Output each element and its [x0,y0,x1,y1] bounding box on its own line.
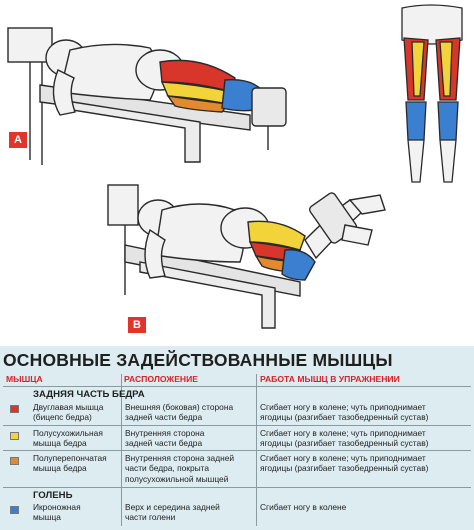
table-row: Полуперепончатая мышца бедра [33,453,107,474]
bench-b-frame [108,185,138,225]
row-divider [3,487,471,488]
table-row: Икроножная мышца [33,502,81,523]
header-location: РАСПОЛОЖЕНИЕ [124,374,199,384]
table-row: Двуглавая мышца (бицепс бедра) [33,402,104,423]
table-row-work: Сгибает ногу в колене; чуть приподнимает ягодицы (разгибает тазобедренный сустав) [260,402,429,423]
foot-b-2 [342,225,372,245]
anatomy-left-calf [406,102,426,145]
group-shin-label: ГОЛЕНЬ [33,490,73,501]
group-thigh-label: ЗАДНЯЯ ЧАСТЬ БЕДРА [33,389,145,400]
table-row-work: Сгибает ногу в колене; чуть приподнимает ягодицы (разгибает тазобедренный сустав) [260,453,429,474]
table-row-location: Внутренняя сторона задней части бедра, покрыта полусухожильной мышцей [125,453,235,484]
roller-a [252,88,286,126]
table-row-work: Сгибает ногу в колене; чуть приподнимает ягодицы (разгибает тазобедренный сустав) [260,428,429,449]
header-work: РАБОТА МЫШЦ В УПРАЖНЕНИИ [260,374,400,384]
row-divider [3,450,471,451]
swatch-yellow [10,432,19,440]
header-muscle: МЫШЦА [6,374,43,384]
arm-a [53,70,75,115]
anatomy-back-view [402,5,462,182]
row-divider [3,425,471,426]
table-row-location: Верх и середина задней части голени [125,502,220,523]
table-row-work: Сгибает ногу в колене [260,502,347,512]
anatomy-left-shin [408,140,424,182]
swatch-orange [10,457,19,465]
header-divider [3,386,471,387]
figure-a-label: A [9,132,27,148]
muscles-table [0,346,474,530]
figure-b [108,185,385,328]
swatch-blue [10,506,19,514]
table-title: ОСНОВНЫЕ ЗАДЕЙСТВОВАННЫЕ МЫШЦЫ [3,350,393,370]
calf-b [282,250,315,280]
figure-b-label: B [128,317,146,333]
table-row-location: Внешняя (боковая) сторона задней части бедра [125,402,234,423]
arm-b [145,230,165,278]
swatch-red [10,405,19,413]
anatomy-right-calf [438,102,458,145]
table-row: Полусухожильная мышца бедра [33,428,103,449]
figure-a [8,28,286,165]
table-row-location: Внутренняя сторона задней части бедра [125,428,205,449]
anatomy-right-shin [440,140,456,182]
